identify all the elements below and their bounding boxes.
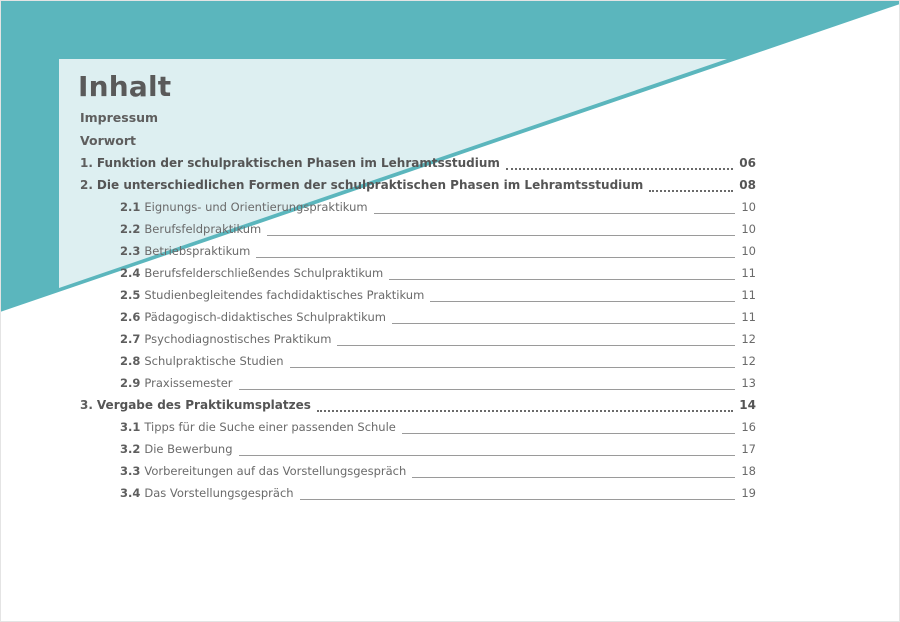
toc-leader-line — [290, 367, 736, 368]
toc-entry[interactable] — [120, 200, 756, 218]
toc-leader-line — [430, 301, 735, 302]
toc-entry-number: 2.5 — [120, 288, 141, 302]
toc-entry[interactable] — [120, 310, 756, 328]
toc-leader-line — [300, 499, 736, 500]
toc-entry-label: Schulpraktische Studien — [144, 354, 284, 368]
toc-page-number: 11 — [741, 310, 756, 324]
toc-entry-number: 2.1 — [120, 200, 141, 214]
toc-entry-number: 2.8 — [120, 354, 141, 368]
toc-leader-line — [412, 477, 735, 478]
toc-entry-label: Vergabe des Praktikumsplatzes — [96, 398, 311, 412]
toc-entry-label: Die unterschiedlichen Formen der schulpraktischen Phasen im Lehramtsstudium — [96, 178, 644, 192]
toc-page-number: 08 — [739, 178, 756, 192]
toc-entry[interactable] — [120, 332, 756, 350]
toc-entry[interactable] — [120, 244, 756, 262]
toc-entry-label: Berufsfeldpraktikum — [144, 222, 262, 236]
toc-leader-line — [256, 257, 735, 258]
toc-page-number: 12 — [741, 332, 756, 346]
toc-leader-line — [317, 410, 733, 412]
toc-entry-label: Die Bewerbung — [144, 442, 233, 456]
toc-entry[interactable] — [120, 464, 756, 482]
toc-entry-number: 1. — [80, 156, 93, 170]
toc-entry[interactable] — [120, 354, 756, 372]
toc-entry-number: 2.7 — [120, 332, 141, 346]
toc-entry-label: Praxissemester — [144, 376, 233, 390]
toc-leader-line — [239, 389, 736, 390]
toc-entry-label: Tipps für die Suche einer passenden Schule — [144, 420, 396, 434]
toc-entry[interactable] — [120, 266, 756, 284]
toc-page-number: 11 — [741, 288, 756, 302]
toc-entry[interactable] — [120, 288, 756, 306]
toc-leader-line — [337, 345, 735, 346]
toc-entry-label: Pädagogisch-didaktisches Schulpraktikum — [144, 310, 386, 324]
toc-item-impressum[interactable]: Impressum — [80, 110, 159, 125]
toc-entry-label: Betriebspraktikum — [144, 244, 251, 258]
toc-leader-line — [649, 190, 733, 192]
toc-leader-line — [506, 168, 733, 170]
toc-page-number: 10 — [741, 244, 756, 258]
toc-page-number: 16 — [741, 420, 756, 434]
toc-entry-number: 2.6 — [120, 310, 141, 324]
toc-page-number: 19 — [741, 486, 756, 500]
toc-entry[interactable] — [120, 486, 756, 504]
toc-page-number: 10 — [741, 200, 756, 214]
toc-entry-label: Vorbereitungen auf das Vorstellungsgespräch — [144, 464, 407, 478]
toc-entry-number: 2.9 — [120, 376, 141, 390]
toc-page-number: 13 — [741, 376, 756, 390]
toc-leader-line — [389, 279, 735, 280]
toc-page-number: 10 — [741, 222, 756, 236]
toc-entry[interactable] — [120, 376, 756, 394]
toc-entry-number: 2.2 — [120, 222, 141, 236]
toc-entry-label: Berufsfelderschließendes Schulpraktikum — [144, 266, 384, 280]
toc-page-number: 18 — [741, 464, 756, 478]
toc-entry-number: 3.3 — [120, 464, 141, 478]
toc-entry[interactable] — [120, 222, 756, 240]
toc-entry[interactable] — [120, 442, 756, 460]
toc-entry-number: 2.3 — [120, 244, 141, 258]
toc-leader-line — [267, 235, 735, 236]
toc-entry-number: 2. — [80, 178, 93, 192]
toc-entry[interactable] — [80, 398, 756, 416]
toc-entry-number: 3. — [80, 398, 93, 412]
toc-entry[interactable] — [80, 178, 756, 196]
toc-page-number: 12 — [741, 354, 756, 368]
toc-entry-number: 2.4 — [120, 266, 141, 280]
toc-entry-number: 3.2 — [120, 442, 141, 456]
toc-entry-number: 3.1 — [120, 420, 141, 434]
toc-page-number: 14 — [739, 398, 756, 412]
toc-entry-label: Funktion der schulpraktischen Phasen im Lehramtsstudium — [96, 156, 500, 170]
toc-entry-label: Das Vorstellungsgespräch — [144, 486, 294, 500]
toc-leader-line — [392, 323, 735, 324]
toc-entry-label: Eignungs- und Orientierungspraktikum — [144, 200, 368, 214]
toc-entry[interactable] — [120, 420, 756, 438]
toc-entry-number: 3.4 — [120, 486, 141, 500]
toc-leader-line — [374, 213, 736, 214]
toc-page-number: 06 — [739, 156, 756, 170]
toc-page-number: 17 — [741, 442, 756, 456]
toc-entry-label: Studienbegleitendes fachdidaktisches Praktikum — [144, 288, 425, 302]
toc-item-vorwort[interactable]: Vorwort — [80, 133, 137, 148]
toc-entry[interactable] — [80, 156, 756, 174]
toc-leader-line — [239, 455, 736, 456]
toc-page-number: 11 — [741, 266, 756, 280]
toc-leader-line — [402, 433, 735, 434]
toc-entry-label: Psychodiagnostisches Praktikum — [144, 332, 332, 346]
page-title: Inhalt — [78, 70, 172, 103]
